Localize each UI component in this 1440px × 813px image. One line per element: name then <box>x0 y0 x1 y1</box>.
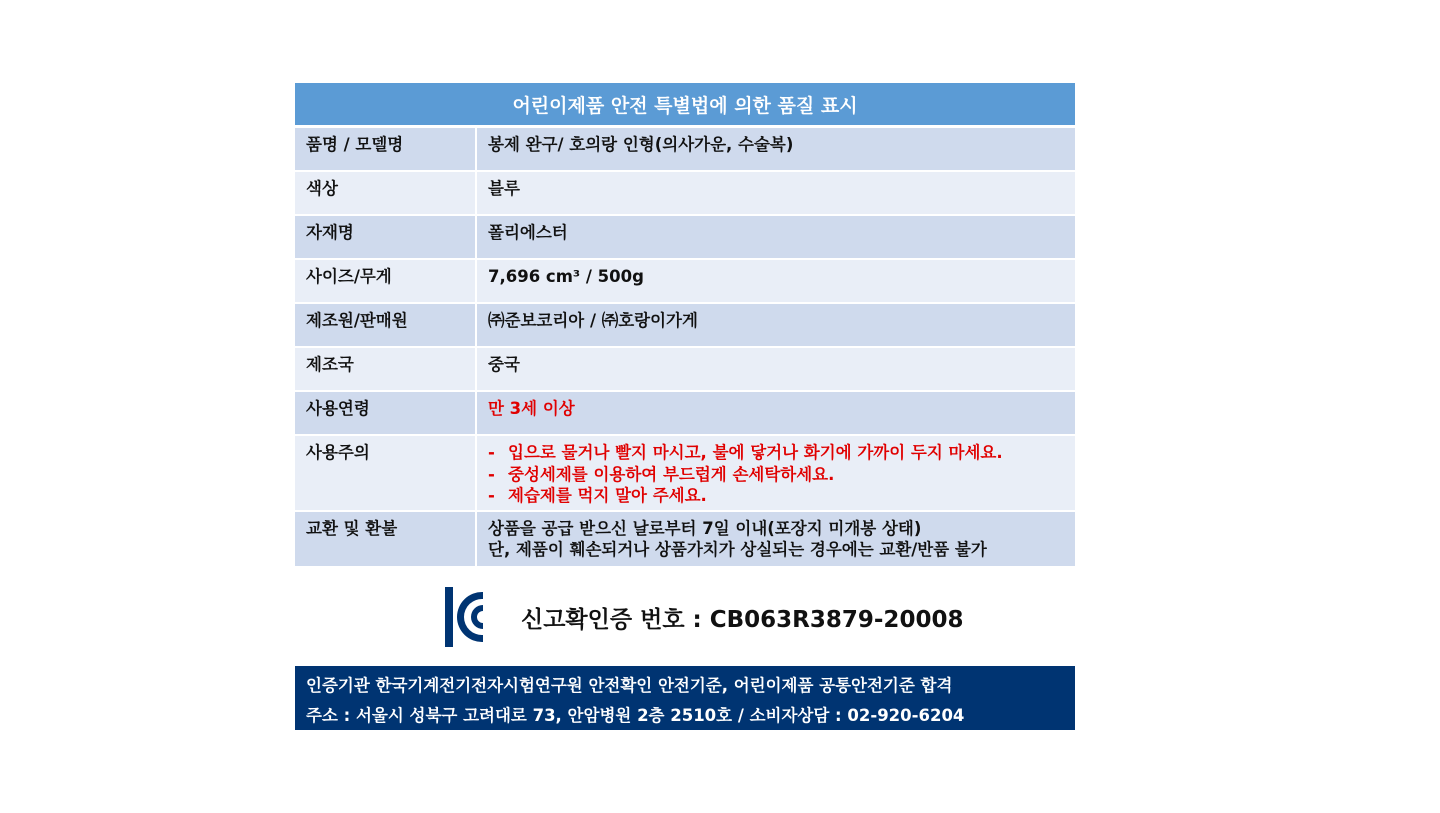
caution-item <box>488 485 1064 507</box>
caution-dash: - <box>488 486 495 505</box>
row-value-caution <box>476 435 1075 511</box>
label-title: 어린이제품 안전 특별법에 의한 품질 표시 <box>295 83 1075 128</box>
table-row <box>295 128 1075 171</box>
row-label-refund: 교환 및 환불 <box>295 511 476 567</box>
row-label-product-name: 품명 / 모델명 <box>295 128 476 171</box>
table-row <box>295 259 1075 303</box>
row-value-age: 만 3세 이상 <box>476 391 1075 435</box>
row-label-caution: 사용주의 <box>295 435 476 511</box>
caution-item <box>488 442 1064 464</box>
row-label-size-weight: 사이즈/무게 <box>295 259 476 303</box>
row-value-country: 중국 <box>476 347 1075 391</box>
table-row <box>295 511 1075 567</box>
row-value-product-name: 봉제 완구/ 호의랑 인형(의사가운, 수술복) <box>476 128 1075 171</box>
row-value-material: 폴리에스터 <box>476 215 1075 259</box>
table-row <box>295 347 1075 391</box>
row-label-age: 사용연령 <box>295 391 476 435</box>
table-row <box>295 303 1075 347</box>
refund-line: 상품을 공급 받으신 날로부터 7일 이내(포장지 미개봉 상태) <box>488 519 922 538</box>
row-value-refund <box>476 511 1075 567</box>
caution-list <box>488 442 1064 507</box>
table-row <box>295 435 1075 511</box>
caution-dash: - <box>488 464 495 484</box>
row-label-manufacturer: 제조원/판매원 <box>295 303 476 347</box>
table-row <box>295 391 1075 435</box>
footer-certifier: 인증기관 한국기계전기전자시험연구원 안전확인 안전기준, 어린이제품 공통안전기준 합격 <box>306 676 953 695</box>
row-value-size-weight: 7,696 cm³ / 500g <box>476 259 1075 303</box>
certification-row <box>443 586 963 648</box>
table-row <box>295 215 1075 259</box>
row-value-manufacturer: ㈜준보코리아 / ㈜호랑이가게 <box>476 303 1075 347</box>
caution-text: 입으로 물거나 빨지 마시고, 불에 닿거나 화기에 가까이 두지 마세요. <box>508 443 1003 462</box>
caution-dash: - <box>488 443 495 462</box>
table-row <box>295 171 1075 215</box>
refund-line: 단, 제품이 훼손되거나 상품가치가 상실되는 경우에는 교환/반품 불가 <box>488 540 987 559</box>
footer-address: 주소 : 서울시 성북구 고려대로 73, 안암병원 2층 2510호 / 소비자상담 : 02-920-6204 <box>306 706 965 725</box>
certification-number: 신고확인증 번호 : CB063R3879-20008 <box>521 606 964 633</box>
spec-table <box>295 128 1075 568</box>
caution-item <box>488 464 1064 486</box>
caution-text: 중성세제를 이용하여 부드럽게 손세탁하세요. <box>508 464 835 484</box>
row-value-color: 블루 <box>476 171 1075 215</box>
row-label-color: 색상 <box>295 171 476 215</box>
certification-footer <box>295 666 1075 730</box>
quality-label-panel <box>295 83 1075 568</box>
row-label-country: 제조국 <box>295 347 476 391</box>
caution-text: 제습제를 먹지 말아 주세요. <box>508 486 707 505</box>
kc-mark-icon <box>443 586 485 648</box>
row-label-material: 자재명 <box>295 215 476 259</box>
